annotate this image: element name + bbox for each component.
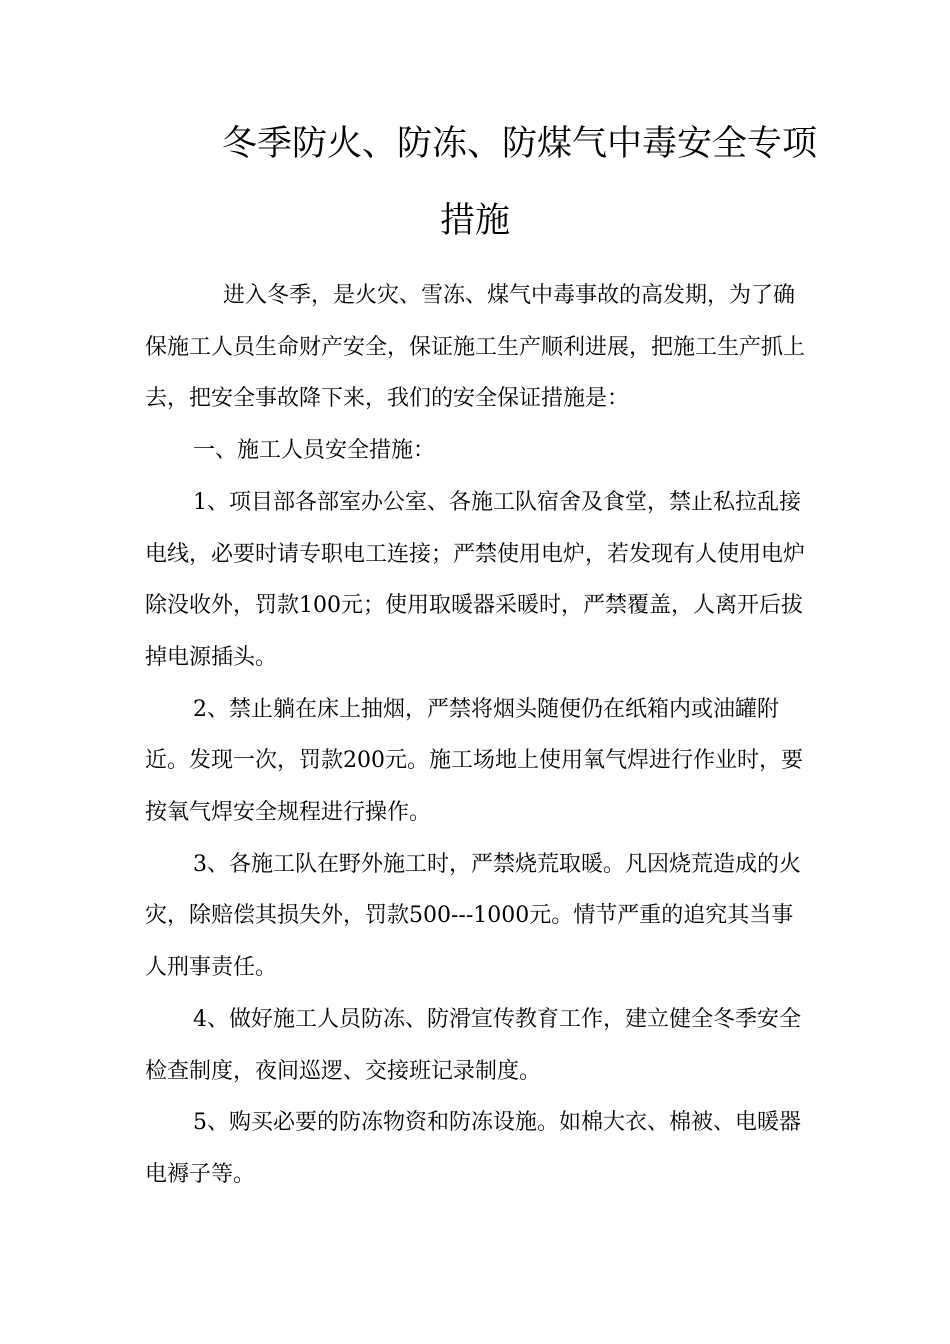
intro-paragraph: 进入冬季，是火灾、雪冻、煤气中毒事故的高发期，为了确保施工人员生命财产安全，保证施工生产顺利进展，把施工生产抓上去，把安全事故降下来，我们的安全保证措施是： <box>145 283 806 412</box>
list-item: 3、各施工队在野外施工时，严禁烧荒取暖。凡因烧荒造成的火灾，除赔偿其损失外，罚款500---1000元。情节严重的追究其当事人刑事责任。 <box>145 851 801 981</box>
list-item: 2、禁止躺在床上抽烟，严禁将烟头随便仍在纸箱内或油罐附近。发现一次，罚款200元。施工场地上使用氧气焊进行作业时，要按氧气焊安全规程进行操作。 <box>145 696 803 826</box>
document-title-line-2: 措施 <box>439 201 510 241</box>
document-title-line-1: 冬季防火、防冻、防煤气中毒安全专项 <box>222 124 818 164</box>
list-item: 4、做好施工人员防冻、防滑宣传教育工作，建立健全冬季安全检查制度，夜间巡逻、交接班记录制度。 <box>145 1006 801 1084</box>
section-heading: 一、施工人员安全措施： <box>193 438 436 464</box>
list-item: 1、项目部各部室办公室、各施工队宿舍及食堂，禁止私拉乱接电线，必要时请专职电工连接；严禁使用电炉，若发现有人使用电炉除没收外，罚款100元；使用取暖器采暖时，严禁覆盖，人离开后拔掉电源插头。 <box>145 489 806 670</box>
list-item: 5、购买必要的防冻物资和防冻设施。如棉大衣、棉被、电暖器电褥子等。 <box>145 1110 801 1187</box>
document-body <box>145 270 810 1201</box>
